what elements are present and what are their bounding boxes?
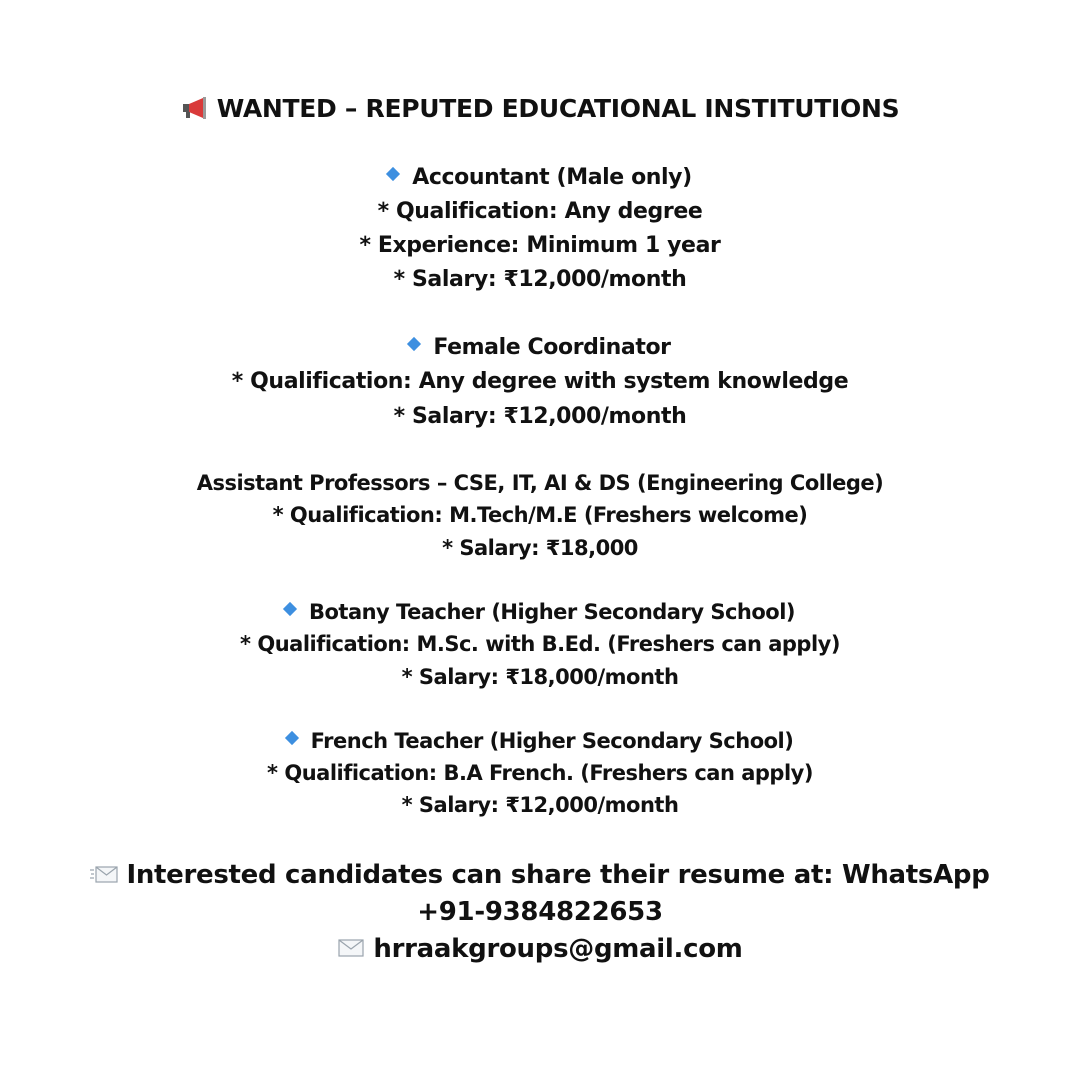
- job-detail: * Experience: Minimum 1 year: [359, 233, 721, 258]
- job-heading-botany-teacher: [0, 602, 1080, 623]
- blue-diamond-icon: [386, 167, 400, 181]
- blue-diamond-icon: [283, 602, 297, 616]
- incoming-envelope-icon: [90, 863, 118, 885]
- job-heading-text: French Teacher (Higher Secondary School): [310, 729, 794, 753]
- contact-email-text: hrraakgroups@gmail.com: [373, 934, 743, 964]
- blue-diamond-icon: [285, 731, 299, 745]
- job-detail: * Salary: ₹12,000/month: [401, 793, 679, 817]
- job-detail: * Qualification: B.A French. (Freshers can apply): [267, 761, 813, 785]
- job-detail: * Qualification: M.Tech/M.E (Freshers welcome): [272, 503, 808, 527]
- job-detail: * Salary: ₹18,000/month: [401, 665, 679, 689]
- job-heading-text: Botany Teacher (Higher Secondary School): [308, 600, 796, 624]
- job-detail: * Salary: ₹12,000/month: [393, 404, 687, 429]
- job-heading-accountant: [0, 167, 1080, 189]
- title-text: WANTED – REPUTED EDUCATIONAL INSTITUTIONS: [216, 94, 900, 123]
- job-detail: * Qualification: M.Sc. with B.Ed. (Freshers can apply): [240, 632, 840, 656]
- contact-phone: +91-9384822653: [417, 897, 663, 927]
- contact-intro-text: Interested candidates can share their resume at: WhatsApp: [126, 860, 990, 890]
- megaphone-icon: [181, 96, 211, 120]
- job-heading-coordinator: [0, 337, 1080, 359]
- job-detail: * Salary: ₹18,000: [442, 536, 638, 560]
- contact-email: [0, 936, 1080, 962]
- job-heading-assistant-professors: Assistant Professors – CSE, IT, AI & DS (Engineering College): [196, 471, 884, 495]
- blue-diamond-icon: [407, 337, 421, 351]
- job-detail: * Qualification: Any degree with system knowledge: [231, 369, 849, 394]
- job-heading-text: Female Coordinator: [433, 335, 671, 360]
- page-title: [0, 96, 1080, 122]
- job-detail: * Salary: ₹12,000/month: [393, 267, 687, 292]
- job-detail: * Qualification: Any degree: [377, 199, 703, 224]
- envelope-icon: [337, 937, 365, 959]
- job-heading-text: Accountant (Male only): [412, 165, 692, 190]
- job-heading-french-teacher: [0, 731, 1080, 752]
- contact-intro: [0, 862, 1080, 888]
